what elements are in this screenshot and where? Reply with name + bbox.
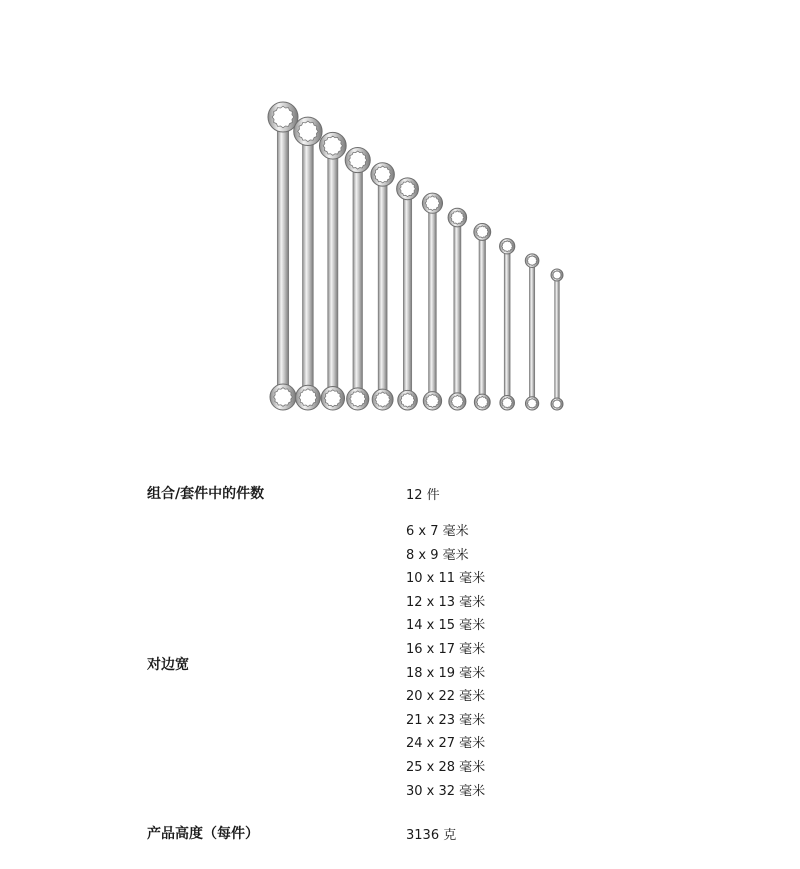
sizes-label: 对边宽	[147, 657, 189, 673]
pieces-value: 12 件	[406, 488, 440, 503]
size-item: 20 x 22 毫米	[406, 689, 486, 705]
size-list	[406, 523, 485, 806]
size-item: 14 x 15 毫米	[406, 618, 486, 634]
size-item: 6 x 7 毫米	[406, 524, 469, 539]
height-label: 产品高度（每件）	[147, 826, 259, 842]
size-item: 25 x 28 毫米	[406, 759, 486, 775]
size-item: 16 x 17 毫米	[406, 641, 486, 657]
height-value: 3136 克	[406, 828, 457, 843]
size-item: 8 x 9 毫米	[406, 547, 469, 563]
size-item: 18 x 19 毫米	[406, 665, 486, 681]
size-item: 12 x 13 毫米	[406, 594, 486, 610]
size-item: 24 x 27 毫米	[406, 736, 486, 752]
size-item: 21 x 23 毫米	[406, 712, 486, 728]
size-item: 10 x 11 毫米	[406, 571, 486, 587]
size-item: 30 x 32 毫米	[406, 783, 486, 799]
pieces-label: 组合/套件中的件数	[147, 486, 265, 502]
